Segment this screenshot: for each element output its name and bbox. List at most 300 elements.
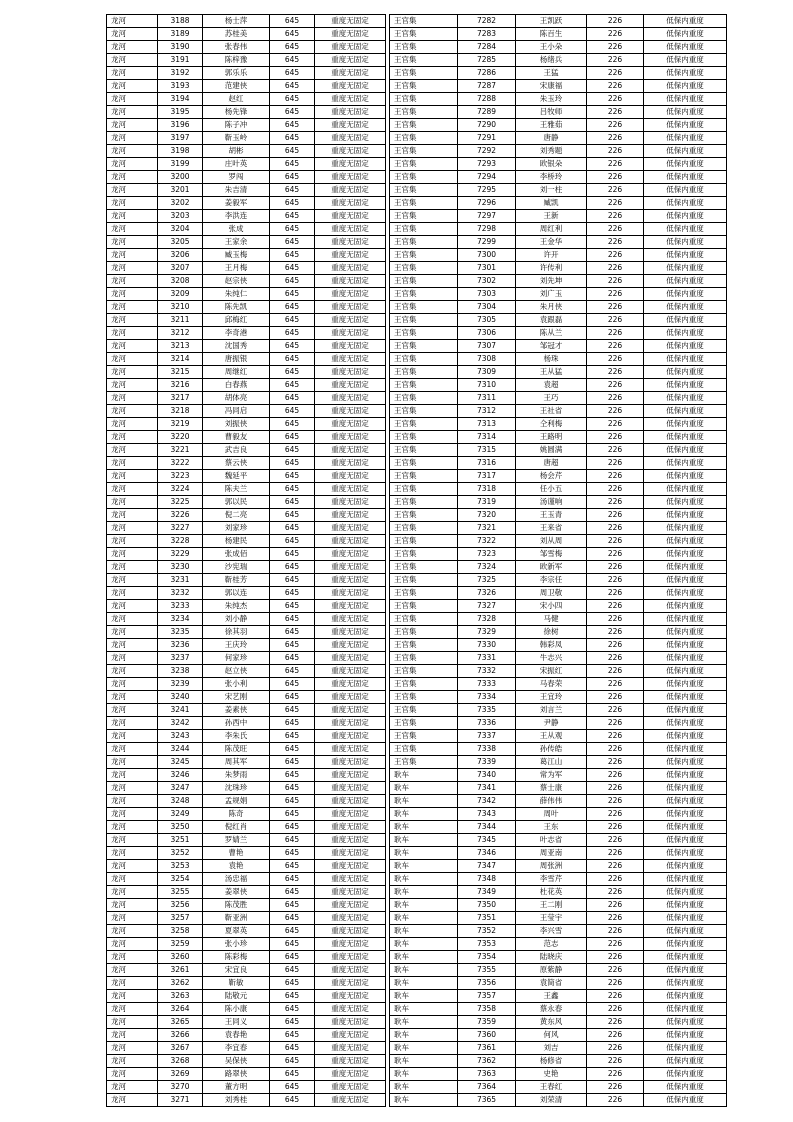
category-cell: 重度无固定	[315, 782, 386, 795]
name-cell: 范志	[516, 938, 587, 951]
category-cell: 重度无固定	[315, 886, 386, 899]
id-cell: 3194	[158, 93, 203, 106]
amount-cell: 226	[587, 665, 644, 678]
table-row	[390, 340, 727, 353]
table-row	[390, 665, 727, 678]
name-cell: 姜素侠	[203, 704, 270, 717]
category-cell: 重度无固定	[315, 925, 386, 938]
town-cell: 王官集	[390, 639, 458, 652]
town-cell: 龙河	[107, 899, 158, 912]
name-cell: 陈奇	[203, 808, 270, 821]
table-row	[390, 1042, 727, 1055]
town-cell: 龙河	[107, 834, 158, 847]
town-cell: 龙河	[107, 275, 158, 288]
amount-cell: 645	[270, 93, 315, 106]
town-cell: 龙河	[107, 509, 158, 522]
town-cell: 龙河	[107, 782, 158, 795]
category-cell: 重度无固定	[315, 860, 386, 873]
town-cell: 龙河	[107, 236, 158, 249]
town-cell: 王官集	[390, 587, 458, 600]
amount-cell: 645	[270, 366, 315, 379]
category-cell: 低保内重度	[644, 80, 727, 93]
name-cell: 袁跟磊	[516, 314, 587, 327]
name-cell: 王月梅	[203, 262, 270, 275]
id-cell: 7310	[458, 379, 516, 392]
amount-cell: 645	[270, 210, 315, 223]
name-cell: 刘先坤	[516, 275, 587, 288]
name-cell: 王猛	[516, 67, 587, 80]
amount-cell: 226	[587, 977, 644, 990]
table-row	[107, 730, 386, 743]
id-cell: 7321	[458, 522, 516, 535]
town-cell: 耿车	[390, 1003, 458, 1016]
category-cell: 低保内重度	[644, 470, 727, 483]
id-cell: 7328	[458, 613, 516, 626]
id-cell: 3240	[158, 691, 203, 704]
town-cell: 耿车	[390, 821, 458, 834]
amount-cell: 226	[587, 184, 644, 197]
name-cell: 杨绪兵	[516, 54, 587, 67]
amount-cell: 645	[270, 15, 315, 28]
category-cell: 低保内重度	[644, 353, 727, 366]
town-cell: 王官集	[390, 405, 458, 418]
id-cell: 3200	[158, 171, 203, 184]
amount-cell: 226	[587, 743, 644, 756]
id-cell: 7290	[458, 119, 516, 132]
town-cell: 龙河	[107, 457, 158, 470]
town-cell: 王官集	[390, 80, 458, 93]
name-cell: 靳桂芳	[203, 574, 270, 587]
amount-cell: 645	[270, 444, 315, 457]
town-cell: 龙河	[107, 28, 158, 41]
town-cell: 王官集	[390, 704, 458, 717]
name-cell: 宋宜良	[203, 964, 270, 977]
name-cell: 李朱氏	[203, 730, 270, 743]
amount-cell: 645	[270, 353, 315, 366]
amount-cell: 645	[270, 1055, 315, 1068]
category-cell: 重度无固定	[315, 561, 386, 574]
table-row	[107, 925, 386, 938]
category-cell: 重度无固定	[315, 28, 386, 41]
name-cell: 马健	[516, 613, 587, 626]
table-row	[107, 119, 386, 132]
town-cell: 龙河	[107, 743, 158, 756]
table-row	[390, 197, 727, 210]
table-row	[390, 574, 727, 587]
name-cell: 路翠侠	[203, 1068, 270, 1081]
table-row	[107, 548, 386, 561]
table-row	[390, 912, 727, 925]
amount-cell: 645	[270, 873, 315, 886]
name-cell: 曹毅友	[203, 431, 270, 444]
name-cell: 沙宪瑞	[203, 561, 270, 574]
amount-cell: 226	[587, 197, 644, 210]
category-cell: 重度无固定	[315, 795, 386, 808]
name-cell: 王金华	[516, 236, 587, 249]
table-row	[390, 782, 727, 795]
category-cell: 低保内重度	[644, 210, 727, 223]
category-cell: 低保内重度	[644, 873, 727, 886]
id-cell: 3242	[158, 717, 203, 730]
name-cell: 刘秀题	[516, 145, 587, 158]
table-row	[107, 574, 386, 587]
table-row	[107, 288, 386, 301]
amount-cell: 226	[587, 41, 644, 54]
table-row	[107, 691, 386, 704]
table-row	[107, 756, 386, 769]
category-cell: 低保内重度	[644, 327, 727, 340]
category-cell: 低保内重度	[644, 54, 727, 67]
table-row	[107, 626, 386, 639]
id-cell: 7304	[458, 301, 516, 314]
id-cell: 7332	[458, 665, 516, 678]
town-cell: 龙河	[107, 717, 158, 730]
id-cell: 7352	[458, 925, 516, 938]
name-cell: 陈茂胜	[203, 899, 270, 912]
category-cell: 重度无固定	[315, 41, 386, 54]
name-cell: 陈夫兰	[203, 483, 270, 496]
amount-cell: 226	[587, 873, 644, 886]
id-cell: 7282	[458, 15, 516, 28]
category-cell: 重度无固定	[315, 106, 386, 119]
category-cell: 低保内重度	[644, 301, 727, 314]
id-cell: 3225	[158, 496, 203, 509]
name-cell: 刘小静	[203, 613, 270, 626]
table-row	[107, 561, 386, 574]
town-cell: 龙河	[107, 613, 158, 626]
name-cell: 姜毅军	[203, 197, 270, 210]
town-cell: 龙河	[107, 847, 158, 860]
table-row	[390, 28, 727, 41]
category-cell: 低保内重度	[644, 457, 727, 470]
name-cell: 王小朵	[516, 41, 587, 54]
category-cell: 低保内重度	[644, 1055, 727, 1068]
table-row	[107, 808, 386, 821]
table-row	[390, 990, 727, 1003]
table-row	[390, 1003, 727, 1016]
table-row	[390, 1055, 727, 1068]
category-cell: 低保内重度	[644, 834, 727, 847]
table-row	[107, 223, 386, 236]
name-cell: 倪二亮	[203, 509, 270, 522]
table-row	[107, 210, 386, 223]
id-cell: 3233	[158, 600, 203, 613]
town-cell: 耿车	[390, 1042, 458, 1055]
town-cell: 龙河	[107, 483, 158, 496]
category-cell: 低保内重度	[644, 730, 727, 743]
table-row	[107, 912, 386, 925]
amount-cell: 226	[587, 262, 644, 275]
category-cell: 低保内重度	[644, 847, 727, 860]
category-cell: 低保内重度	[644, 106, 727, 119]
amount-cell: 645	[270, 665, 315, 678]
table-row	[390, 1029, 727, 1042]
amount-cell: 226	[587, 327, 644, 340]
town-cell: 耿车	[390, 990, 458, 1003]
name-cell: 李洪连	[203, 210, 270, 223]
table-row	[390, 743, 727, 756]
table-row	[390, 80, 727, 93]
amount-cell: 226	[587, 314, 644, 327]
name-cell: 陈从兰	[516, 327, 587, 340]
id-cell: 7329	[458, 626, 516, 639]
id-cell: 7316	[458, 457, 516, 470]
category-cell: 低保内重度	[644, 1042, 727, 1055]
name-cell: 刘吉	[516, 1042, 587, 1055]
table-row	[390, 834, 727, 847]
town-cell: 耿车	[390, 769, 458, 782]
id-cell: 7303	[458, 288, 516, 301]
table-row	[107, 80, 386, 93]
name-cell: 王春红	[516, 1081, 587, 1094]
table-row	[390, 808, 727, 821]
id-cell: 7311	[458, 392, 516, 405]
category-cell: 重度无固定	[315, 587, 386, 600]
id-cell: 3223	[158, 470, 203, 483]
amount-cell: 226	[587, 561, 644, 574]
amount-cell: 645	[270, 1068, 315, 1081]
town-cell: 王官集	[390, 652, 458, 665]
amount-cell: 226	[587, 847, 644, 860]
category-cell: 重度无固定	[315, 1081, 386, 1094]
id-cell: 3215	[158, 366, 203, 379]
town-cell: 龙河	[107, 652, 158, 665]
category-cell: 重度无固定	[315, 418, 386, 431]
table-row	[107, 1068, 386, 1081]
id-cell: 7355	[458, 964, 516, 977]
amount-cell: 226	[587, 860, 644, 873]
category-cell: 低保内重度	[644, 444, 727, 457]
name-cell: 朱月侠	[516, 301, 587, 314]
id-cell: 7306	[458, 327, 516, 340]
amount-cell: 645	[270, 1042, 315, 1055]
town-cell: 王官集	[390, 626, 458, 639]
table-row	[107, 600, 386, 613]
amount-cell: 645	[270, 743, 315, 756]
id-cell: 3219	[158, 418, 203, 431]
amount-cell: 645	[270, 223, 315, 236]
table-row	[107, 392, 386, 405]
table-row	[390, 652, 727, 665]
town-cell: 王官集	[390, 314, 458, 327]
id-cell: 7343	[458, 808, 516, 821]
amount-cell: 645	[270, 314, 315, 327]
amount-cell: 645	[270, 1003, 315, 1016]
amount-cell: 226	[587, 990, 644, 1003]
amount-cell: 645	[270, 236, 315, 249]
table-row	[390, 275, 727, 288]
table-row	[390, 54, 727, 67]
name-cell: 常为军	[516, 769, 587, 782]
id-cell: 3250	[158, 821, 203, 834]
amount-cell: 645	[270, 80, 315, 93]
id-cell: 3236	[158, 639, 203, 652]
category-cell: 重度无固定	[315, 1055, 386, 1068]
id-cell: 7335	[458, 704, 516, 717]
table-row	[107, 275, 386, 288]
id-cell: 3222	[158, 457, 203, 470]
id-cell: 3253	[158, 860, 203, 873]
town-cell: 王官集	[390, 743, 458, 756]
name-cell: 唐超	[516, 457, 587, 470]
name-cell: 王同义	[203, 1016, 270, 1029]
amount-cell: 645	[270, 28, 315, 41]
town-cell: 耿车	[390, 782, 458, 795]
id-cell: 7327	[458, 600, 516, 613]
amount-cell: 645	[270, 275, 315, 288]
town-cell: 王官集	[390, 262, 458, 275]
name-cell: 刘从周	[516, 535, 587, 548]
town-cell: 耿车	[390, 834, 458, 847]
name-cell: 王路明	[516, 431, 587, 444]
category-cell: 重度无固定	[315, 938, 386, 951]
town-cell: 耿车	[390, 1094, 458, 1107]
category-cell: 重度无固定	[315, 873, 386, 886]
table-row	[390, 1094, 727, 1107]
category-cell: 重度无固定	[315, 639, 386, 652]
table-row	[107, 1081, 386, 1094]
town-cell: 王官集	[390, 301, 458, 314]
amount-cell: 226	[587, 405, 644, 418]
table-row	[107, 1003, 386, 1016]
id-cell: 3267	[158, 1042, 203, 1055]
id-cell: 7364	[458, 1081, 516, 1094]
id-cell: 7297	[458, 210, 516, 223]
name-cell: 杨会芹	[516, 470, 587, 483]
amount-cell: 226	[587, 210, 644, 223]
category-cell: 重度无固定	[315, 743, 386, 756]
town-cell: 龙河	[107, 197, 158, 210]
id-cell: 3193	[158, 80, 203, 93]
id-cell: 3234	[158, 613, 203, 626]
id-cell: 3259	[158, 938, 203, 951]
category-cell: 重度无固定	[315, 821, 386, 834]
table-row	[390, 639, 727, 652]
id-cell: 7289	[458, 106, 516, 119]
amount-cell: 226	[587, 912, 644, 925]
name-cell: 徐其羽	[203, 626, 270, 639]
id-cell: 3262	[158, 977, 203, 990]
table-row	[390, 730, 727, 743]
name-cell: 张春伟	[203, 41, 270, 54]
town-cell: 耿车	[390, 1055, 458, 1068]
id-cell: 3231	[158, 574, 203, 587]
id-cell: 7356	[458, 977, 516, 990]
category-cell: 重度无固定	[315, 535, 386, 548]
amount-cell: 645	[270, 1081, 315, 1094]
table-row	[107, 158, 386, 171]
name-cell: 邹冠才	[516, 340, 587, 353]
table-row	[390, 470, 727, 483]
town-cell: 王官集	[390, 691, 458, 704]
table-row	[107, 795, 386, 808]
amount-cell: 645	[270, 132, 315, 145]
town-cell: 耿车	[390, 873, 458, 886]
amount-cell: 226	[587, 587, 644, 600]
name-cell: 袁超	[516, 379, 587, 392]
amount-cell: 226	[587, 535, 644, 548]
name-cell: 刘言兰	[516, 704, 587, 717]
name-cell: 宋艺刚	[203, 691, 270, 704]
town-cell: 王官集	[390, 379, 458, 392]
town-cell: 龙河	[107, 626, 158, 639]
id-cell: 7363	[458, 1068, 516, 1081]
amount-cell: 226	[587, 1003, 644, 1016]
amount-cell: 226	[587, 938, 644, 951]
category-cell: 低保内重度	[644, 574, 727, 587]
id-cell: 3230	[158, 561, 203, 574]
town-cell: 王官集	[390, 457, 458, 470]
table-row	[107, 106, 386, 119]
name-cell: 宋振红	[516, 665, 587, 678]
town-cell: 王官集	[390, 366, 458, 379]
amount-cell: 645	[270, 262, 315, 275]
id-cell: 3188	[158, 15, 203, 28]
category-cell: 低保内重度	[644, 93, 727, 106]
table-row	[107, 444, 386, 457]
town-cell: 王官集	[390, 106, 458, 119]
id-cell: 7307	[458, 340, 516, 353]
id-cell: 3209	[158, 288, 203, 301]
amount-cell: 226	[587, 639, 644, 652]
town-cell: 王官集	[390, 496, 458, 509]
name-cell: 倪红肖	[203, 821, 270, 834]
category-cell: 低保内重度	[644, 704, 727, 717]
amount-cell: 645	[270, 561, 315, 574]
category-cell: 重度无固定	[315, 665, 386, 678]
category-cell: 重度无固定	[315, 652, 386, 665]
category-cell: 低保内重度	[644, 184, 727, 197]
amount-cell: 645	[270, 587, 315, 600]
category-cell: 低保内重度	[644, 782, 727, 795]
category-cell: 重度无固定	[315, 379, 386, 392]
name-cell: 杨士萍	[203, 15, 270, 28]
town-cell: 龙河	[107, 1016, 158, 1029]
amount-cell: 226	[587, 951, 644, 964]
town-cell: 龙河	[107, 145, 158, 158]
town-cell: 龙河	[107, 574, 158, 587]
table-row	[390, 41, 727, 54]
town-cell: 王官集	[390, 535, 458, 548]
category-cell: 重度无固定	[315, 171, 386, 184]
amount-cell: 645	[270, 990, 315, 1003]
category-cell: 低保内重度	[644, 197, 727, 210]
category-cell: 低保内重度	[644, 665, 727, 678]
category-cell: 重度无固定	[315, 574, 386, 587]
id-cell: 7348	[458, 873, 516, 886]
amount-cell: 226	[587, 158, 644, 171]
town-cell: 龙河	[107, 795, 158, 808]
amount-cell: 645	[270, 509, 315, 522]
id-cell: 7341	[458, 782, 516, 795]
name-cell: 臧凯	[516, 197, 587, 210]
id-cell: 7320	[458, 509, 516, 522]
table-row	[107, 587, 386, 600]
category-cell: 低保内重度	[644, 899, 727, 912]
table-row	[390, 1081, 727, 1094]
category-cell: 低保内重度	[644, 405, 727, 418]
table-row	[390, 392, 727, 405]
name-cell: 董方明	[203, 1081, 270, 1094]
category-cell: 重度无固定	[315, 1068, 386, 1081]
left-table-container	[106, 14, 386, 1107]
name-cell: 葛江山	[516, 756, 587, 769]
amount-cell: 645	[270, 964, 315, 977]
id-cell: 7305	[458, 314, 516, 327]
amount-cell: 645	[270, 704, 315, 717]
name-cell: 王鑫	[516, 990, 587, 1003]
town-cell: 王官集	[390, 15, 458, 28]
